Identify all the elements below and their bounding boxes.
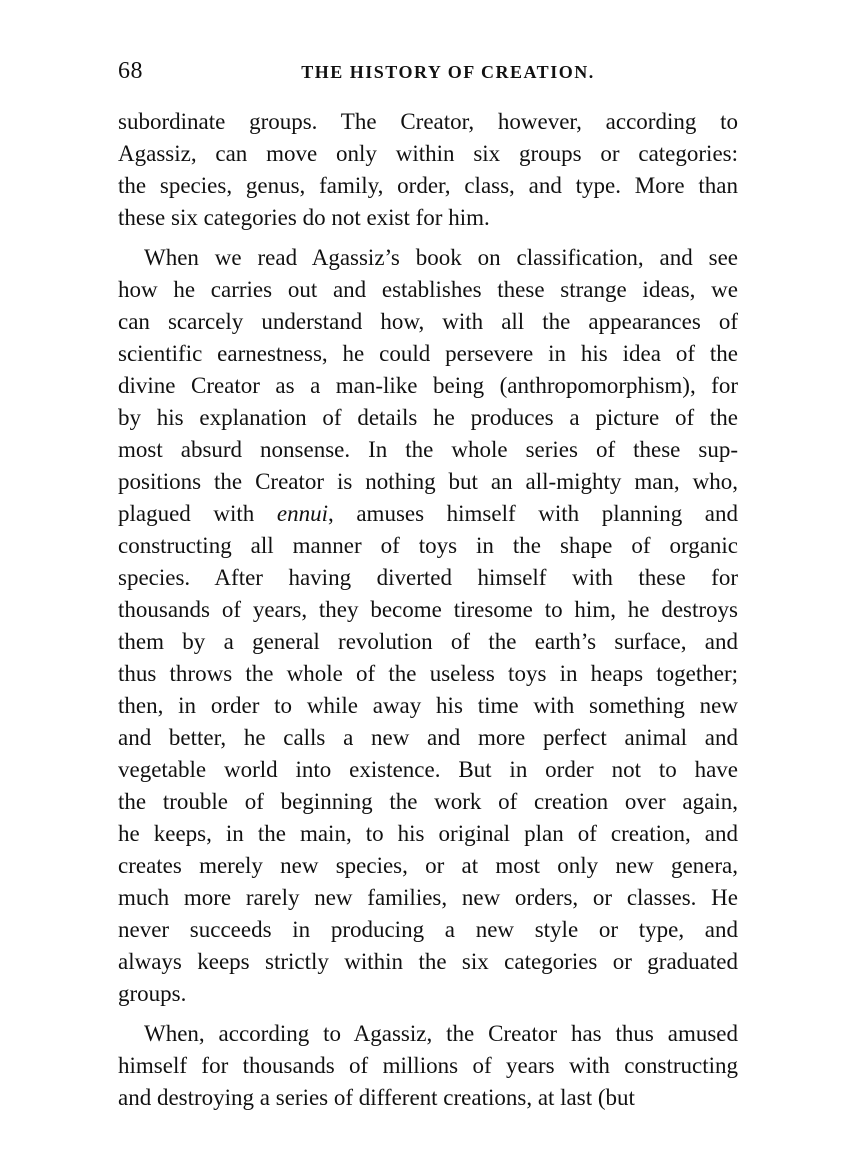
paragraph	[118, 1018, 738, 1114]
paragraph	[118, 242, 738, 1010]
text-line: scientific earnestness, he could persevere in his idea of the	[118, 341, 738, 366]
text-line: creates merely new species, or at most only new genera,	[118, 853, 738, 878]
text-line: he keeps, in the main, to his original plan of creation, and	[118, 821, 738, 846]
text-line: himself for thousands of millions of years with constructing	[118, 1053, 738, 1078]
text-line: constructing all manner of toys in the shape of organic	[118, 533, 738, 558]
paragraph-gap	[118, 1010, 738, 1018]
text-line: thousands of years, they become tiresome to him, he destroys	[118, 597, 738, 622]
text-line: plagued with ennui, amuses himself with planning and	[118, 501, 738, 526]
text-line: much more rarely new families, new orders, or classes. He	[118, 885, 738, 910]
text-line: and destroying a series of different creations, at last (but	[118, 1085, 635, 1110]
text-line: species. After having diverted himself with these for	[118, 565, 738, 590]
paragraph	[118, 106, 738, 234]
text-line: never succeeds in producing a new style or type, and	[118, 917, 738, 942]
page-number: 68	[118, 58, 143, 84]
text-line: positions the Creator is nothing but an all-mighty man, who,	[118, 469, 738, 494]
running-title: THE HISTORY OF CREATION.	[301, 62, 595, 82]
text-line: and better, he calls a new and more perfect animal and	[118, 725, 738, 750]
text-line: then, in order to while away his time with something new	[118, 693, 738, 718]
text-line: divine Creator as a man-like being (anthropomorphism), for	[118, 373, 738, 398]
text-line: by his explanation of details he produces a picture of the	[118, 405, 738, 430]
body-text	[118, 106, 738, 1114]
text-line: thus throws the whole of the useless toys in heaps together;	[118, 661, 738, 686]
text-line: vegetable world into existence. But in order not to have	[118, 757, 738, 782]
text-line: can scarcely understand how, with all the appearances of	[118, 309, 738, 334]
text-line: When, according to Agassiz, the Creator has thus amused	[144, 1021, 738, 1046]
text-line: always keeps strictly within the six categories or graduated	[118, 949, 738, 974]
text-line: Agassiz, can move only within six groups or categories:	[118, 141, 738, 166]
text-line: groups.	[118, 981, 187, 1006]
paragraph-gap	[118, 234, 738, 242]
text-line: the species, genus, family, order, class, and type. More than	[118, 173, 738, 198]
text-line: how he carries out and establishes these strange ideas, we	[118, 277, 738, 302]
page-header	[118, 58, 738, 86]
text-line: them by a general revolution of the earth’s surface, and	[118, 629, 738, 654]
text-line: subordinate groups. The Creator, however, according to	[118, 109, 738, 134]
italic-word: ennui	[276, 501, 328, 526]
text-line: When we read Agassiz’s book on classification, and see	[144, 245, 738, 270]
text-line: these six categories do not exist for him.	[118, 205, 490, 230]
text-line: the trouble of beginning the work of creation over again,	[118, 789, 738, 814]
text-line: most absurd nonsense. In the whole series of these sup-	[118, 437, 738, 462]
